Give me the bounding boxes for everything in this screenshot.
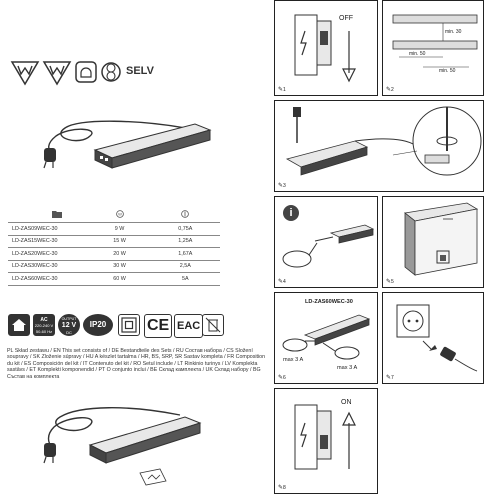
socket-detail-icon	[383, 197, 483, 287]
driver-illustration	[20, 110, 220, 190]
output-value: 12 V	[61, 322, 77, 329]
max-current-b: max 3 A	[337, 365, 358, 371]
mounting-distance-icon	[383, 1, 483, 95]
row-model: LD-ZAS15WEC-30	[8, 235, 89, 248]
step-number: ✎8	[278, 485, 286, 491]
row-power: 20 W	[89, 248, 151, 261]
power-icon	[89, 208, 151, 223]
max-current-a: max 3 A	[283, 357, 304, 363]
ce-label: CE	[147, 317, 170, 334]
current-icon	[151, 208, 220, 223]
dim-min-50-b: min. 50	[439, 68, 456, 74]
step-1-number: 1	[283, 87, 286, 93]
ac-voltage: 220-240 V	[34, 323, 54, 328]
step-4-panel	[274, 196, 378, 288]
row-power: 30 W	[89, 260, 151, 273]
step-number: ✎7	[386, 375, 394, 381]
step-number: ✎5	[386, 279, 394, 285]
step-1-panel	[274, 0, 378, 96]
table-row	[8, 248, 220, 261]
row-current: 1,25A	[151, 235, 220, 248]
kit-contents-text: PL Skład zestawu / EN This set consists of / DE Bestandteile des Sets / RU Состав набора / CS Složení soupravy / SK Zloženie súpravy / HU A készlet tartalma / HR, BS, SRP, SR Sastav kompleta / FR Composition du kit / ES Composición del kit / IT Contenuto del kit / RO Setul include / LT Rinkinio turinys / LV Komplekta sastāvs / ET Komplekti komponendid / PT O conjunto inclui / BE Склад камплекта / UK Склад набору / BG Състав на комплекта	[7, 348, 266, 380]
dim-min-30: min. 30	[445, 29, 462, 35]
spec-table	[8, 208, 220, 286]
row-model: LD-ZAS09WEC-30	[8, 223, 89, 236]
row-current: 0,75A	[151, 223, 220, 236]
table-row	[8, 273, 220, 286]
on-label: ON	[341, 399, 352, 406]
table-header	[8, 208, 220, 223]
step-8-number: 8	[283, 485, 286, 491]
off-label: OFF	[339, 15, 353, 22]
step-7-panel	[382, 292, 484, 384]
circuit-breaker-off-icon	[275, 1, 377, 95]
row-model: LD-ZAS60WEC-30	[8, 273, 89, 286]
step-5-panel	[382, 196, 484, 288]
kit-illustration	[20, 395, 220, 495]
ac-label: AC	[40, 317, 48, 323]
table-row	[8, 235, 220, 248]
dim-min-50-a: min. 50	[409, 51, 426, 57]
plug-into-outlet-icon	[383, 293, 483, 383]
step-7-number: 7	[391, 375, 394, 381]
step-5-number: 5	[391, 279, 394, 285]
step-4-number: 4	[283, 279, 286, 285]
output-unit: DC	[66, 330, 72, 335]
step-2-number: 2	[391, 87, 394, 93]
row-current: 1,67A	[151, 248, 220, 261]
input-voltage-badge	[33, 314, 55, 336]
step-number: ✎1	[278, 87, 286, 93]
step-number: ✎4	[278, 279, 286, 285]
row-model: LD-ZAS30WEC-30	[8, 260, 89, 273]
ip-label: IP20	[89, 320, 107, 329]
svg-text:W: W	[117, 211, 122, 217]
step-6-number: 6	[283, 375, 286, 381]
ce-mark	[144, 314, 172, 338]
table-row	[8, 223, 220, 236]
step-2-panel	[382, 0, 484, 96]
step-3-number: 3	[283, 183, 286, 189]
cert-icons	[10, 58, 170, 86]
output-label: OUTPUT	[61, 317, 77, 321]
row-current: 2,5A	[151, 260, 220, 273]
screw-mounting-icon	[275, 101, 483, 191]
circuit-breaker-on-icon	[275, 389, 377, 493]
step-number: ✎6	[278, 375, 286, 381]
step-number: ✎3	[278, 183, 286, 189]
selv-label: SELV	[126, 65, 154, 77]
step-number: ✎2	[386, 87, 394, 93]
eac-mark	[174, 314, 203, 338]
double-insulation-icon	[118, 314, 140, 336]
eac-label: EAC	[177, 320, 201, 332]
row-power: 9 W	[89, 223, 151, 236]
weee-bin-icon	[202, 314, 224, 336]
row-current: 5A	[151, 273, 220, 286]
table-row	[8, 260, 220, 273]
folder-icon	[8, 208, 89, 223]
info-letter: i	[289, 207, 293, 219]
output-voltage-badge	[58, 314, 80, 336]
row-model: LD-ZAS20WEC-30	[8, 248, 89, 261]
model-label: LD-ZAS60WEC-30	[305, 299, 353, 305]
ac-frequency: 50-60 Hz	[35, 329, 53, 334]
indoor-house-icon	[8, 314, 30, 336]
kit-contents-icon	[20, 395, 220, 495]
ip-rating-badge	[83, 314, 113, 336]
step-6-panel	[274, 292, 378, 384]
step-3-panel	[274, 100, 484, 192]
row-power: 15 W	[89, 235, 151, 248]
load-limit-icon	[275, 293, 377, 383]
led-driver-icon	[20, 110, 220, 190]
step-8-panel	[274, 388, 378, 494]
row-power: 60 W	[89, 273, 151, 286]
info-icon	[283, 205, 299, 221]
